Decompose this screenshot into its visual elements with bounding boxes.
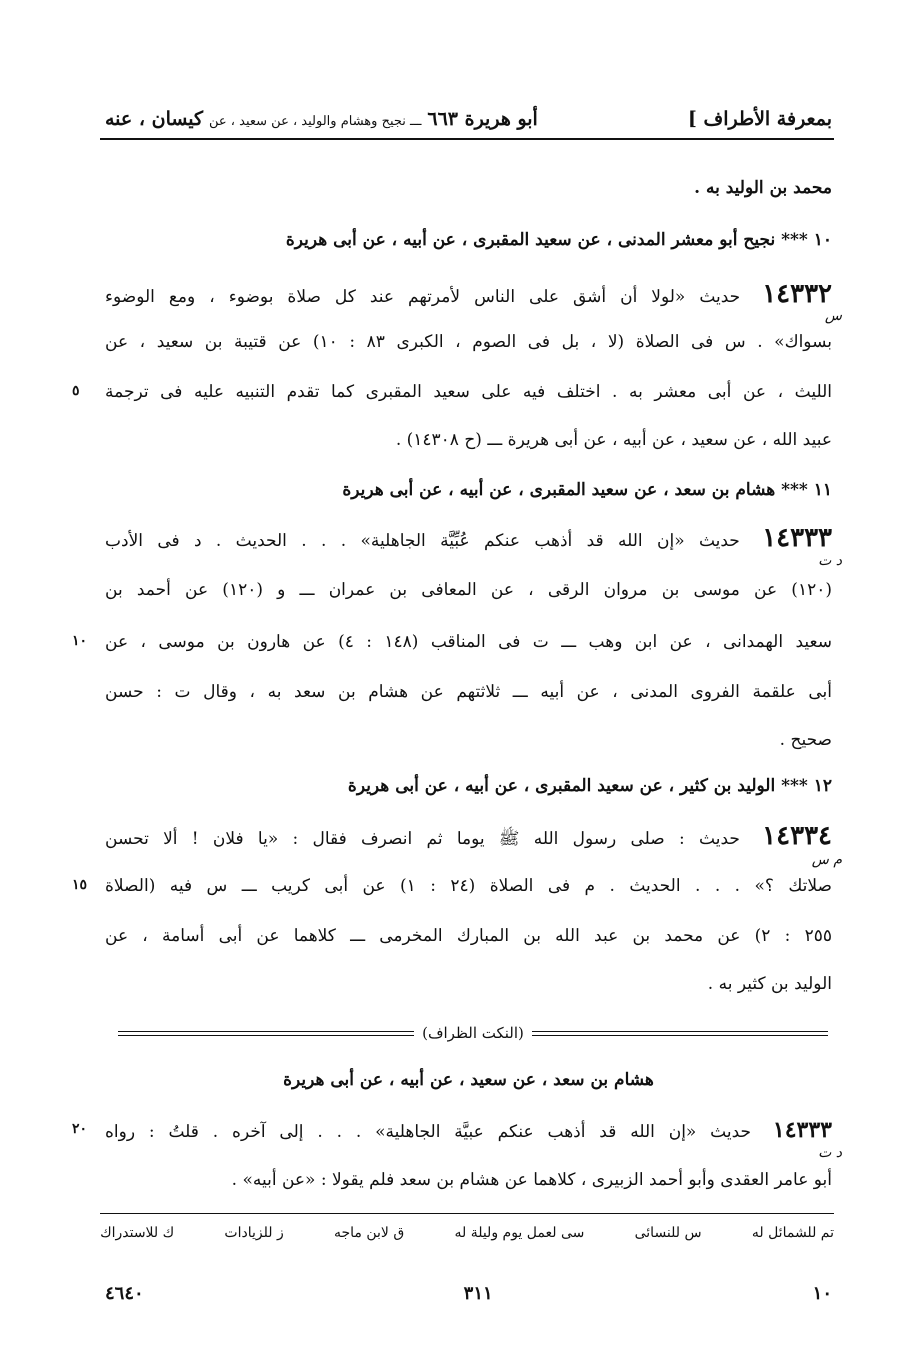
- hadith-line-14333: ١٤٣٣٣ حديث «إن الله قد أذهب عنكم عُبِّيَّة الجاهلية» . . . الحديث . د فى الأدب: [105, 526, 832, 553]
- entry-heading-10: ١٠ *** نجيح أبو معشر المدنى ، عن سعيد المقبرى ، عن أبيه ، عن أبى هريرة: [285, 230, 832, 250]
- divider-line-right: [532, 1031, 828, 1036]
- divider-label: (النكت الظراف): [422, 1024, 524, 1042]
- entry-number: ١١: [813, 480, 832, 500]
- nukat-heading: هشام بن سعد ، عن سعيد ، عن أبيه ، عن أبى هريرة: [283, 1070, 654, 1090]
- footnote-item: ز للزيادات: [224, 1225, 284, 1241]
- header-name: كيسان ، عنه: [105, 108, 204, 130]
- page-number: ٣١١: [463, 1283, 493, 1304]
- footnote-item: ق لابن ماجه: [333, 1225, 405, 1241]
- hadith-number: ١٤٣٣٢: [762, 282, 832, 309]
- header-rule: [100, 138, 834, 140]
- section-divider: [118, 1024, 828, 1042]
- header-title: بمعرفة الأطراف ]: [687, 108, 832, 130]
- sigla-mark: س: [824, 308, 842, 324]
- hadith-number: ١٤٣٣٣: [762, 526, 832, 553]
- footnote-item: س للنسائى: [634, 1225, 702, 1241]
- header-section: [105, 108, 538, 130]
- text-line-4: بسواك» . س فى الصلاة (لا ، بل فى الصوم ، الكبرى ٨٣ : ١٠) عن قتيبة بن سعيد ، عن: [105, 332, 832, 352]
- text-line-1: محمد بن الوليد به .: [694, 178, 832, 198]
- hadith-number: ١٤٣٣٤: [762, 824, 832, 851]
- line-number-margin: ١٥: [72, 877, 88, 893]
- text-line-11: أبى علقمة الفروى المدنى ، عن أبيه ـــ ثلاثتهم عن هشام بن سعد به ، وقال ت : حسن: [105, 682, 832, 702]
- nukat-line-2: أبو عامر العقدى وأبو أحمد الزبيرى ، كلاهما عن هشام بن سعد فلم يقولا : «عن أبيه» .: [231, 1170, 832, 1190]
- footer-right-number: ١٠: [812, 1283, 832, 1304]
- text-line-5: الليث ، عن أبى معشر به . اختلف فيه على سعيد المقبرى كما تقدم التنبيه عليه فى ترجمة: [105, 382, 832, 402]
- abbreviation-key: [100, 1225, 834, 1249]
- hadith-line-14334: ١٤٣٣٤ حديث : صلى رسول الله ﷺ يوما ثم انصرف فقال : «يا فلان ! ألا تحسن: [105, 824, 832, 851]
- footnote-rule: [100, 1213, 834, 1214]
- footer-left-number: ٤٦٤٠: [105, 1283, 144, 1304]
- text-line-16: ٢٥٥ : ٢) عن محمد بن عبد الله بن المبارك المخرمى ـــ كلاهما عن أبى أسامة ، عن: [105, 926, 832, 946]
- sigla-mark: م س: [811, 852, 842, 868]
- line-number-margin: ١٠: [72, 633, 88, 649]
- entry-heading-12: ١٢ *** الوليد بن كثير ، عن سعيد المقبرى ، عن أبيه ، عن أبى هريرة: [347, 776, 832, 796]
- line-number-margin: ٢٠: [72, 1121, 88, 1137]
- text-line-15: صلاتك ؟» . . . الحديث . م فى الصلاة (٢٤ : ١) عن أبى كريب ـــ س فيه (الصلاة: [105, 876, 832, 896]
- footnote-item: تم للشمائل له: [751, 1225, 834, 1241]
- footnote-item: سى لعمل يوم وليلة له: [454, 1225, 585, 1241]
- line-number-margin: ٥: [72, 383, 80, 399]
- divider-line-left: [118, 1031, 414, 1036]
- text-line-10: سعيد الهمدانى ، عن ابن وهب ـــ ت فى المناقب (١٤٨ : ٤) عن هارون بن موسى ، عن: [105, 632, 832, 652]
- hadith-number: ١٤٣٣٣: [772, 1118, 832, 1143]
- text-line-17: الوليد بن كثير به .: [707, 974, 832, 994]
- entry-heading-11: ١١ *** هشام بن سعد ، عن سعيد المقبرى ، عن أبيه ، عن أبى هريرة: [342, 480, 832, 500]
- footnote-item: ك للاستدراك: [100, 1225, 175, 1241]
- page-footer: [105, 1283, 832, 1313]
- header-subtitle: ـــ نجيح وهشام والوليد ، عن سعيد ، عن: [209, 114, 422, 129]
- text-line-6: عبيد الله ، عن سعيد ، عن أبيه ، عن أبى هريرة ـــ (ح ١٤٣٠٨) .: [395, 430, 832, 450]
- entry-number: ١٢: [813, 776, 832, 796]
- nukat-line-1: ١٤٣٣٣ حديث «إن الله قد أذهب عنكم عبيَّة الجاهلية» . . . إلى آخره . قلتُ : رواه: [105, 1118, 832, 1143]
- header-section-label: أبو هريرة ٦٦٣: [427, 108, 538, 130]
- running-header: [105, 90, 832, 130]
- entry-number: ١٠: [813, 230, 832, 250]
- sigla-mark: د ت: [818, 1145, 842, 1161]
- text-line-12: صحيح .: [779, 730, 832, 750]
- sigla-mark: د ت: [818, 553, 842, 569]
- text-line-9: (١٢٠) عن موسى بن مروان الرقى ، عن المعافى بن عمران ـــ و (١٢٠) عن أحمد بن: [105, 580, 832, 600]
- hadith-line-14332: ١٤٣٣٢ حديث «لولا أن أشق على الناس لأمرتهم عند كل صلاة بوضوء ، ومع الوضوء: [105, 282, 832, 309]
